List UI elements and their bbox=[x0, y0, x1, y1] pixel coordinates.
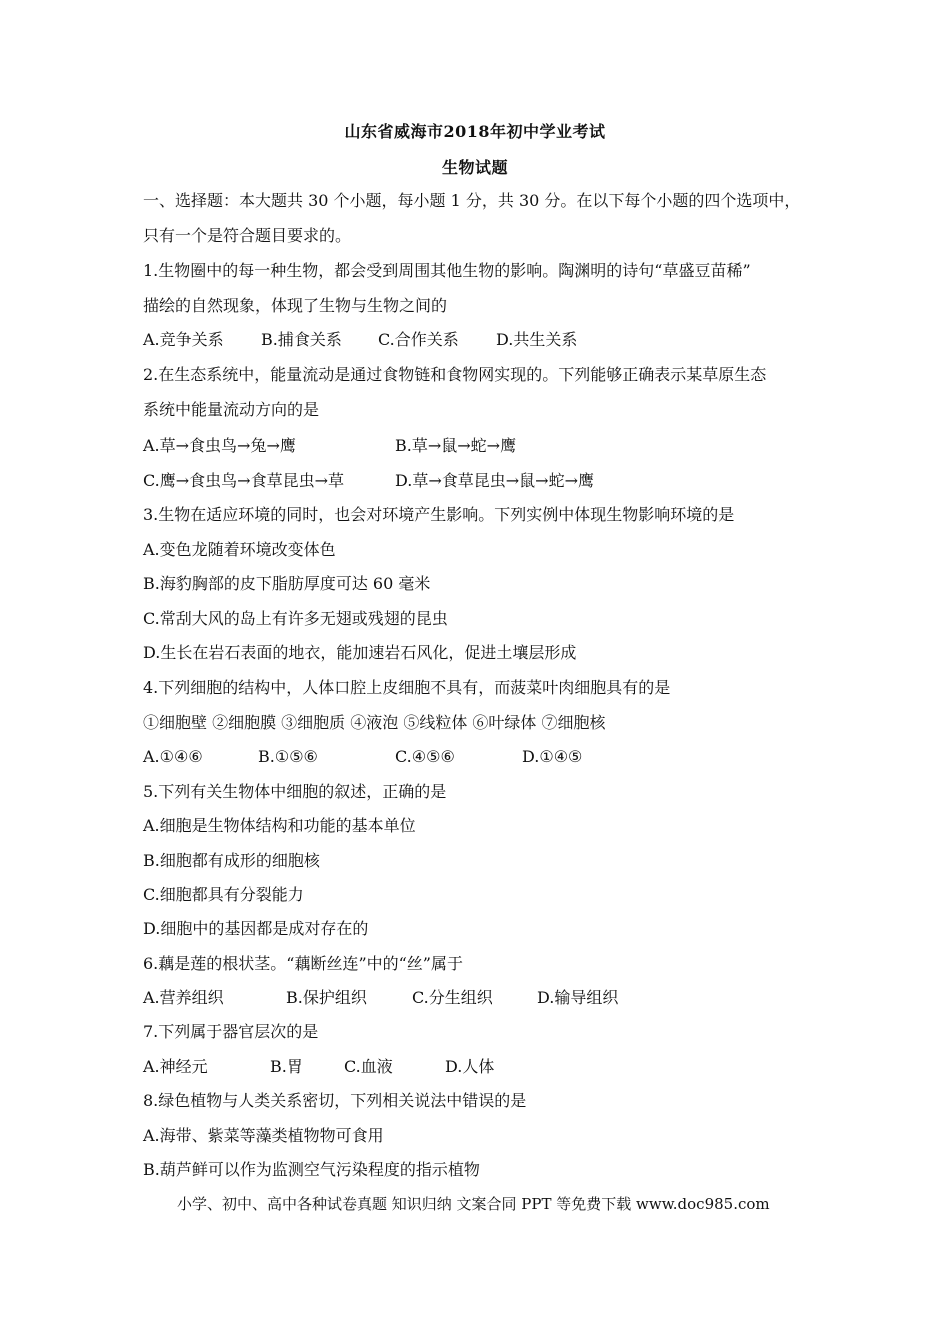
option-d: D.输导组织 bbox=[537, 988, 619, 1007]
option-c: C.常刮大风的岛上有许多无翅或残翅的昆虫 bbox=[143, 609, 448, 628]
option-a: A.①④⑥ bbox=[143, 747, 203, 766]
option-c: C.血液 bbox=[344, 1057, 393, 1076]
question-stem: 系统中能量流动方向的是 bbox=[143, 400, 320, 419]
option-a: A.草→食虫鸟→兔→鹰 bbox=[143, 436, 296, 455]
option-c: C.分生组织 bbox=[412, 988, 493, 1007]
question-stem: 5.下列有关生物体中细胞的叙述，正确的是 bbox=[143, 782, 447, 801]
option-d: D.生长在岩石表面的地衣，能加速岩石风化，促进土壤层形成 bbox=[143, 643, 577, 662]
option-a: A.神经元 bbox=[143, 1057, 208, 1076]
option-b: B.葫芦鲜可以作为监测空气污染程度的指示植物 bbox=[143, 1160, 480, 1179]
option-c: C.合作关系 bbox=[378, 330, 459, 349]
option-d: D.人体 bbox=[445, 1057, 495, 1076]
question-stem: 描绘的自然现象，体现了生物与生物之间的 bbox=[143, 296, 448, 315]
option-d: D.细胞中的基因都是成对存在的 bbox=[143, 919, 369, 938]
footer-advert: 小学、初中、高中各种试卷真题 知识归纳 文案合同 PPT 等免费下载 www.doc985.com bbox=[177, 1195, 770, 1213]
option-a: A.变色龙随着环境改变体色 bbox=[143, 540, 336, 559]
page-subtitle: 生物试题 bbox=[441, 158, 508, 177]
question-stem: 3.生物在适应环境的同时，也会对环境产生影响。下列实例中体现生物影响环境的是 bbox=[143, 505, 735, 524]
question-stem: 8.绿色植物与人类关系密切，下列相关说法中错误的是 bbox=[143, 1091, 527, 1110]
question-stem: 2.在生态系统中，能量流动是通过食物链和食物网实现的。下列能够正确表示某草原生态 bbox=[143, 365, 767, 384]
option-b: B.捕食关系 bbox=[261, 330, 342, 349]
option-b: B.海豹胸部的皮下脂肪厚度可达 60 毫米 bbox=[143, 574, 431, 593]
section-instruction: 一、选择题：本大题共 30 个小题，每小题 1 分，共 30 分。在以下每个小题的四个选项中， bbox=[143, 191, 801, 210]
page-title: 山东省威海市2018年初中学业考试 bbox=[344, 122, 606, 141]
option-a: A.细胞是生物体结构和功能的基本单位 bbox=[143, 816, 416, 835]
option-b: B.保护组织 bbox=[286, 988, 367, 1007]
question-stem: 6.藕是莲的根状茎。“藕断丝连”中的“丝”属于 bbox=[143, 954, 463, 973]
option-b: B.胃 bbox=[270, 1057, 303, 1076]
option-a: A.竞争关系 bbox=[143, 330, 224, 349]
option-c: C.鹰→食虫鸟→食草昆虫→草 bbox=[143, 471, 344, 490]
option-c: C.④⑤⑥ bbox=[395, 747, 455, 766]
question-stem: 7.下列属于器官层次的是 bbox=[143, 1022, 319, 1041]
option-b: B.①⑤⑥ bbox=[258, 747, 318, 766]
question-stem: 1.生物圈中的每一种生物，都会受到周围其他生物的影响。陶渊明的诗句“草盛豆苗稀” bbox=[143, 261, 751, 280]
option-a: A.海带、紫菜等藻类植物物可食用 bbox=[143, 1126, 384, 1145]
section-instruction: 只有一个是符合题目要求的。 bbox=[143, 226, 352, 245]
question-stem: ①细胞壁 ②细胞膜 ③细胞质 ④液泡 ⑤线粒体 ⑥叶绿体 ⑦细胞核 bbox=[143, 713, 606, 732]
option-d: D.①④⑤ bbox=[522, 747, 583, 766]
option-b: B.草→鼠→蛇→鹰 bbox=[395, 436, 517, 455]
option-c: C.细胞都具有分裂能力 bbox=[143, 885, 304, 904]
option-d: D.草→食草昆虫→鼠→蛇→鹰 bbox=[395, 471, 594, 490]
option-b: B.细胞都有成形的细胞核 bbox=[143, 851, 320, 870]
question-stem: 4.下列细胞的结构中，人体口腔上皮细胞不具有，而菠菜叶肉细胞具有的是 bbox=[143, 678, 671, 697]
option-a: A.营养组织 bbox=[143, 988, 224, 1007]
option-d: D.共生关系 bbox=[496, 330, 578, 349]
